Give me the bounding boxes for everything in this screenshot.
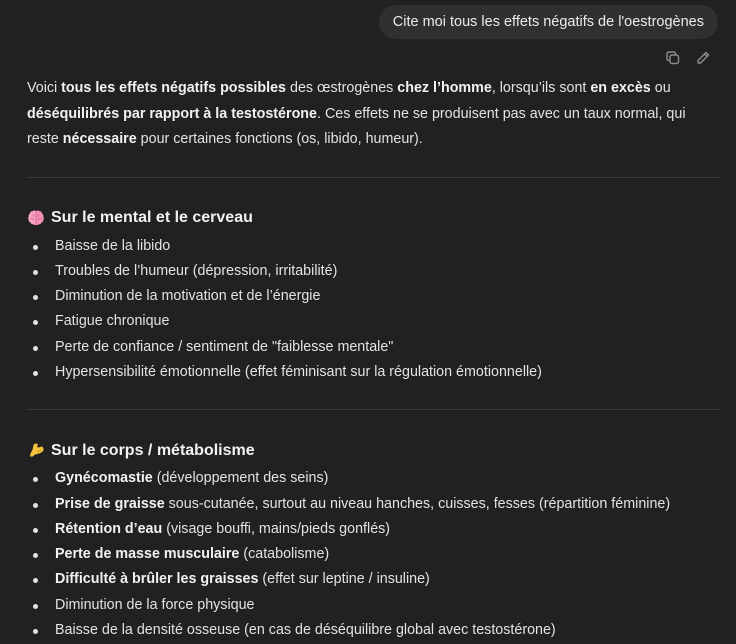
intro-bold: nécessaire [62,131,137,147]
intro-text: pour certaines fonctions (os, libido, humeur). [136,131,423,147]
list-item-text: Baisse de la libido [55,237,171,254]
list-item-text: Troubles de l’humeur (dépression, irritabilité) [55,262,338,279]
intro-paragraph [27,76,719,153]
brain-emoji-icon [27,209,45,227]
user-message-actions [664,49,712,67]
list-item [27,542,719,567]
list-item-bold: Difficulté à brûler les graisses [55,571,259,588]
list-item [27,309,719,334]
copy-icon[interactable] [664,49,682,67]
list-item [27,360,719,385]
section-title-body [27,437,719,463]
list-item-text: (visage bouffi, mains/pieds gonflés) [162,520,391,537]
list-item [27,259,719,284]
intro-text: ou [650,80,671,96]
list-item [27,466,719,491]
user-message-bubble: Cite moi tous les effets négatifs de l'oestrogènes [379,5,718,39]
list-item [27,492,719,517]
list-item-text: (effet sur leptine / insuline) [258,571,430,588]
list-item-text: (développement des seins) [152,470,329,487]
list-item [27,517,719,542]
section-divider [27,409,719,410]
list-item-bold: Perte de masse musculaire [55,546,240,563]
list-item [27,284,719,309]
section-title-text: Sur le mental et le cerveau [51,208,253,226]
list-item-bold: Gynécomastie [55,470,153,487]
list-item [27,335,719,360]
list-item-text: Hypersensibilité émotionnelle (effet féminisant sur la régulation émotionnelle) [55,363,542,380]
list-item-text: Fatigue chronique [55,313,170,330]
list-item-text: Baisse de la densité osseuse (en cas de déséquilibre global avec testostérone) [55,622,556,639]
assistant-message [27,76,719,643]
mental-effects-list [27,234,719,386]
list-item [27,618,719,643]
list-item-bold: Prise de graisse [55,495,165,512]
list-item [27,593,719,618]
intro-text: . Ces effets ne se produisent pas avec un taux normal, qui reste [27,105,686,147]
pencil-icon[interactable] [694,49,712,67]
intro-bold: chez l’homme [397,80,492,96]
intro-text: Voici [27,80,62,96]
section-divider [27,177,719,178]
list-item-text: sous-cutanée, surtout au niveau hanches, cuisses, fesses (répartition féminine) [164,495,671,512]
intro-text: , lorsqu’ils sont [491,80,591,96]
body-effects-list [27,466,719,643]
list-item [27,234,719,259]
list-item-text: Diminution de la force physique [55,596,255,613]
intro-bold: tous les effets négatifs possibles [61,80,287,96]
list-item-text: Diminution de la motivation et de l’énergie [55,288,321,305]
list-item-text: Perte de confiance / sentiment de "faiblesse mentale" [55,338,394,355]
section-title-text: Sur le corps / métabolisme [51,441,255,459]
user-message-row [379,5,718,67]
list-item-text: (catabolisme) [239,546,330,563]
list-item-bold: Rétention d’eau [55,520,163,537]
section-title-mental [27,205,719,231]
flexed-biceps-emoji-icon [27,441,45,459]
list-item [27,567,719,592]
intro-bold: en excès [590,80,651,96]
intro-text: des œstrogènes [286,80,398,96]
intro-bold: déséquilibrés par rapport à la testostérone [27,105,317,122]
